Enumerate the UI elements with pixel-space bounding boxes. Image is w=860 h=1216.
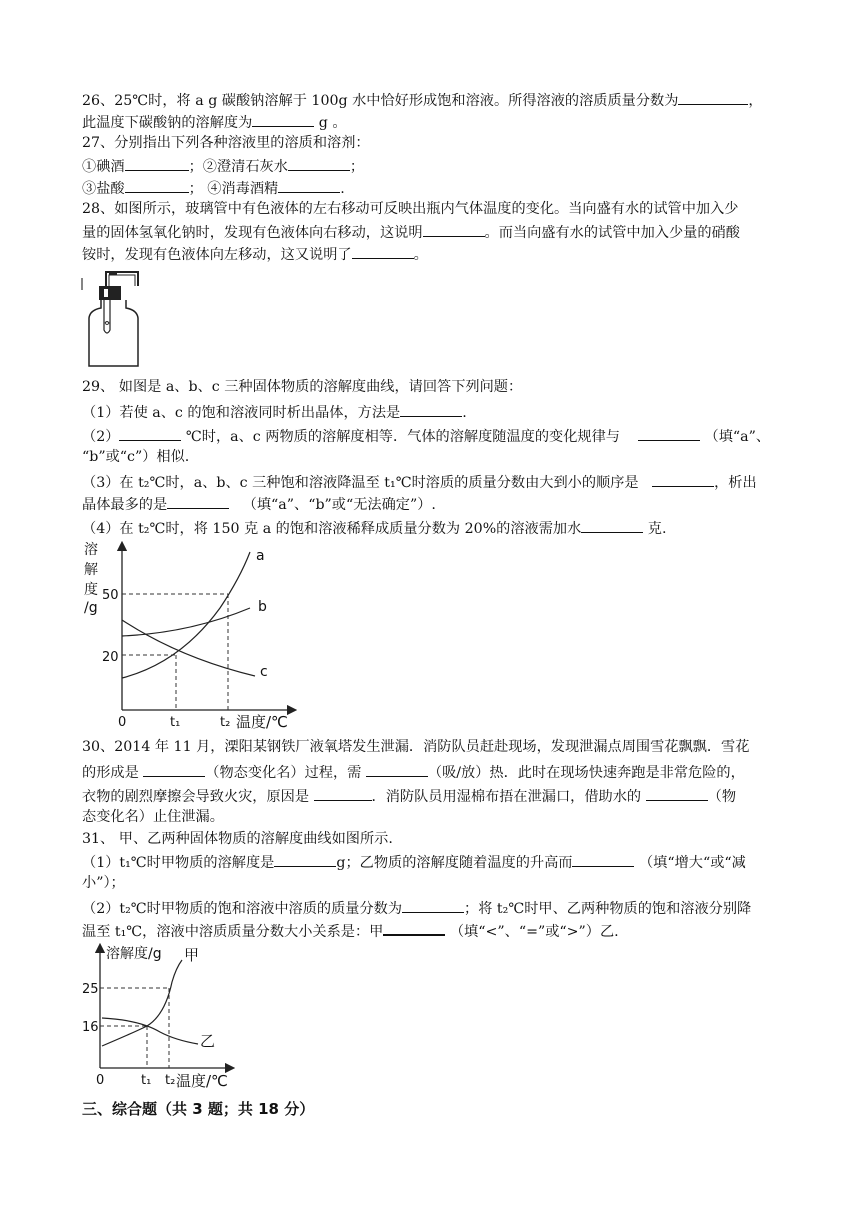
answer-blank[interactable] — [288, 156, 350, 171]
solubility-chart-jia-yi — [80, 940, 240, 1090]
x-tick-0: 0 — [118, 715, 127, 730]
x-axis-label: 温度/℃ — [176, 1072, 228, 1090]
q28-line-1: 28、如图所示，玻璃管中有色液体的左右移动可反映出瓶内气体温度的变化。当向盛有水的试管中加入少 — [82, 201, 739, 217]
q31-line-5: 温至 t₁℃，溶液中溶质质量分数大小关系是：甲 （填“<”、“=”或“>”）乙. — [82, 920, 619, 941]
answer-blank[interactable] — [678, 90, 748, 105]
curve-label-jia: 甲 — [184, 946, 200, 964]
curve-label-b: b — [258, 599, 267, 615]
y-label-char: /g — [84, 600, 98, 616]
q30-line-3: 衣物的剧烈摩擦会导致火灾，原因是 ．消防队员用湿棉布捂在泄漏口，借助水的 （物 — [82, 786, 736, 806]
answer-blank[interactable] — [252, 112, 314, 127]
x-axis-label: 温度/℃ — [236, 713, 288, 730]
q29-line-2: （1）若使 a、c 的饱和溶液同时析出晶体，方法是 . — [82, 402, 467, 422]
q27-line-3: ③盐酸 ； ④消毒酒精 . — [82, 178, 345, 198]
q27-line-1: 27、分别指出下列各种溶液里的溶质和溶剂： — [82, 135, 370, 151]
answer-blank[interactable] — [278, 178, 340, 193]
curve-jia — [102, 960, 182, 1046]
y-tick-25: 25 — [82, 982, 99, 997]
y-label-char: 溶 — [84, 542, 98, 558]
answer-blank[interactable] — [125, 156, 189, 171]
y-tick-20: 20 — [102, 650, 119, 665]
curve-label-a: a — [256, 548, 265, 564]
q26-line-1: 26、25℃时，将 a g 碳酸钠溶解于 100g 水中恰好形成饱和溶液。所得溶液的溶质质量分数为 ， — [82, 90, 763, 110]
curve-c — [122, 620, 255, 676]
q29-line-5: （3）在 t₂℃时，a、b、c 三种饱和溶液降温至 t₁℃时溶质的质量分数由大到小的顺序是 ，析出 — [82, 472, 757, 492]
answer-blank[interactable] — [366, 762, 428, 777]
flask-apparatus-figure — [80, 268, 160, 370]
answer-blank[interactable] — [652, 472, 714, 487]
q27-line-2: ①碘酒 ；②澄清石灰水 ； — [82, 156, 364, 176]
y-axis-label: 溶解度/g — [106, 946, 162, 962]
q30-line-1: 30、2014 年 11 月，溧阳某钢铁厂液氧塔发生泄漏．消防队员赶赴现场，发现泄漏点周围雪花飘飘．雪花 — [82, 739, 750, 755]
q31-line-1: 31、 甲、乙两种固体物质的溶解度曲线如图所示. — [82, 831, 393, 847]
q28-line-2: 量的固体氢氧化钠时，发现有色液体向右移动，这说明 。而当向盛有水的试管中加入少量的硝酸 — [82, 222, 740, 242]
x-tick-t2: t₂ — [165, 1073, 176, 1088]
q31-line-2: （1）t₁℃时甲物质的溶解度是 g；乙物质的溶解度随着温度的升高而 （填“增大“或“减 — [82, 852, 746, 872]
q26-line-2: 此温度下碳酸钠的溶解度为 g 。 — [82, 112, 347, 132]
x-tick-t1: t₁ — [141, 1073, 152, 1088]
answer-blank[interactable] — [423, 222, 485, 237]
answer-blank[interactable] — [143, 762, 205, 777]
curve-label-c: c — [260, 664, 268, 680]
y-label-char: 度 — [84, 582, 98, 598]
y-label-char: 解 — [84, 562, 98, 578]
curve-label-yi: 乙 — [200, 1032, 216, 1050]
q29-line-1: 29、 如图是 a、b、c 三种固体物质的溶解度曲线，请回答下列问题： — [82, 379, 523, 395]
answer-blank[interactable] — [167, 494, 229, 509]
answer-blank[interactable] — [402, 898, 464, 913]
q28-line-3: 铵时，发现有色液体向左移动，这又说明了 。 — [82, 244, 428, 264]
answer-blank[interactable] — [638, 426, 700, 441]
q29-line-7: （4）在 t₂℃时，将 150 克 a 的饱和溶液稀释成质量分数为 20%的溶液需加水 克. — [82, 518, 667, 538]
section-heading: 三、综合题（共 3 题；共 18 分） — [82, 1100, 315, 1118]
x-tick-0: 0 — [96, 1073, 105, 1088]
q30-line-2: 的形成是 （物态变化名）过程，需 （吸/放）热．此时在现场快速奔跑是非常危险的， — [82, 762, 745, 782]
answer-blank[interactable] — [383, 920, 445, 936]
answer-blank[interactable] — [581, 518, 643, 533]
q31-line-4: （2）t₂℃时甲物质的饱和溶液中溶质的质量分数为 ；将 t₂℃时甲、乙两种物质的饱和溶液分别降 — [82, 898, 751, 918]
answer-blank[interactable] — [572, 852, 634, 867]
q29-line-3: （2） ℃时，a、c 两物质的溶解度相等．气体的溶解度随温度的变化规律与 （填“a”、 — [82, 426, 770, 446]
answer-blank[interactable] — [400, 402, 462, 417]
solubility-chart-abc — [80, 538, 300, 730]
q29-line-6: 晶体最多的是 （填“a”、“b”或“无法确定”）. — [82, 494, 436, 514]
x-tick-t2: t₂ — [220, 715, 231, 730]
y-tick-16: 16 — [82, 1020, 99, 1035]
q29-line-4: “b”或“c”）相似. — [82, 449, 190, 465]
y-tick-50: 50 — [102, 588, 119, 603]
x-tick-t1: t₁ — [170, 715, 181, 730]
answer-blank[interactable] — [125, 178, 189, 193]
answer-blank[interactable] — [274, 852, 336, 867]
answer-blank[interactable] — [119, 426, 181, 441]
answer-blank[interactable] — [352, 244, 414, 259]
answer-blank[interactable] — [314, 786, 372, 801]
answer-blank[interactable] — [646, 786, 708, 801]
q31-line-3: 小”）； — [82, 875, 125, 891]
q30-line-4: 态变化名）止住泄漏。 — [82, 809, 224, 825]
